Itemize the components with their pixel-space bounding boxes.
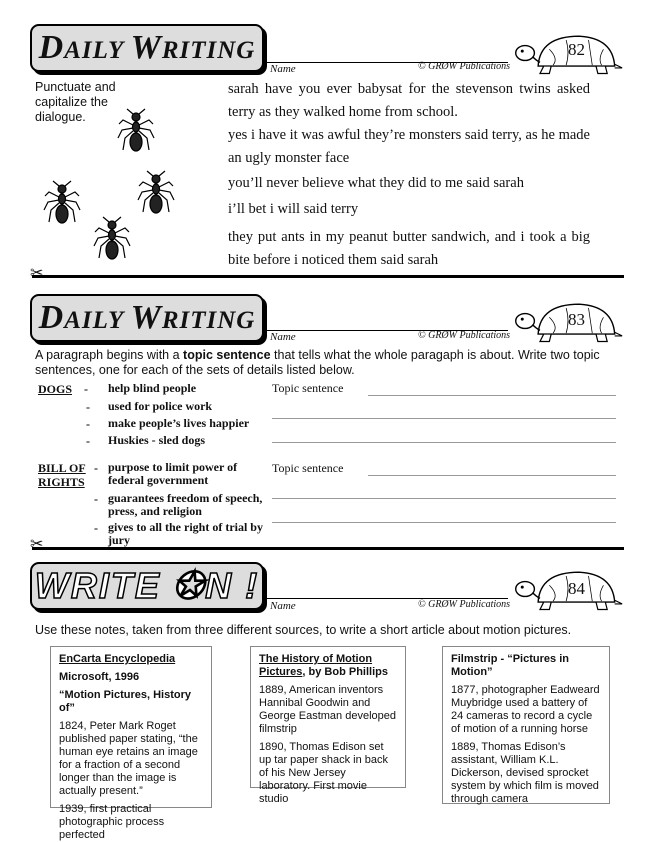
source-title: EnCarta Encyclopedia (59, 653, 176, 665)
instruction-note: Punctuate and capitalize the dialogue. (35, 80, 116, 124)
category-dogs: DOGS (38, 382, 73, 396)
scissors-icon: ✂ (30, 536, 44, 553)
detail-item: guarantees freedom of speech, press, and religion (108, 491, 263, 518)
name-label: Name (270, 331, 296, 343)
scissors-icon: ✂ (30, 265, 44, 282)
name-label: Name (270, 600, 296, 612)
dialogue-paragraph: you’ll never believe what they did to me said sarah (228, 175, 524, 191)
source-box-history-book (250, 646, 406, 805)
ant-icon (136, 170, 176, 216)
dialogue-paragraph: yes i have it was awful they’re monsters said terry, as he made an ugly monster face (228, 127, 590, 166)
detail-item: help blind people (108, 381, 197, 395)
publisher-label: © GRØW Publications (418, 599, 511, 610)
cut-line (32, 547, 624, 550)
publisher-label: © GRØW Publications (418, 61, 511, 72)
worksheet-number: 84 (568, 579, 585, 598)
daily-writing-badge-83 (30, 294, 264, 342)
cut-line (32, 275, 624, 278)
bullet-dash: - (94, 461, 98, 475)
answer-line[interactable] (272, 522, 616, 523)
source-note: 1824, Peter Mark Roget published paper stating, “the human eye retains an image for a fraction of a second longer than the image is actually present.” (59, 720, 198, 797)
source-box-filmstrip (442, 646, 610, 804)
daily-writing-badge-82 (30, 24, 264, 72)
detail-item: used for police work (108, 399, 213, 413)
bullet-dash: - (86, 434, 90, 448)
source-note: 1939, first practical photographic process perfected (59, 803, 165, 841)
worksheet-number: 83 (568, 310, 585, 329)
source-note: 1889, American inventors Hannibal Goodwin and George Eastman developed filmstrip (259, 684, 396, 735)
detail-item: gives to all the right of trial by jury (108, 520, 263, 547)
bullet-dash: - (86, 417, 90, 431)
dialogue-paragraph: i’ll bet i will said terry (228, 201, 359, 217)
source-publisher: Microsoft, 1996 (59, 671, 140, 683)
bullet-dash: - (94, 492, 98, 506)
publisher-label: © GRØW Publications (418, 330, 511, 341)
badge-title: WRITE ✪N ! (34, 565, 260, 606)
source-note: 1890, Thomas Edison set up tar paper shack in back of his New Jersey laboratory. First movie studio (259, 741, 389, 805)
answer-line[interactable] (368, 475, 616, 476)
ant-icon (92, 216, 132, 262)
answer-line[interactable] (272, 498, 616, 499)
section-instructions: Use these notes, taken from three different sources, to write a short article about motion pictures. (35, 623, 572, 637)
badge-title: DAILY WRITING (38, 29, 256, 66)
source-note: 1889, Thomas Edison’s assistant, William K.L. Dickerson, devised sprocket system by which film is moved through camera (451, 741, 599, 805)
source-box-encarta (50, 646, 212, 841)
badge-title: DAILY WRITING (38, 299, 256, 336)
answer-line[interactable] (272, 418, 616, 419)
topic-sentence-label: Topic sentence (272, 461, 344, 475)
source-article: “Motion Pictures, History of” (59, 689, 192, 714)
answer-line[interactable] (368, 395, 616, 396)
category-bill-of-rights: BILL OF RIGHTS (38, 461, 86, 489)
detail-item: Huskies - sled dogs (108, 433, 206, 447)
ant-icon (116, 108, 156, 154)
source-title: The History of Motion Pictures, by Bob Phillips (259, 653, 388, 678)
bullet-dash: - (94, 521, 98, 535)
bullet-dash: - (86, 400, 90, 414)
dialogue-paragraph: sarah have you ever babysat for the stevenson twins asked terry as they walked home from school. (228, 81, 590, 120)
write-on-badge (30, 562, 264, 610)
dialogue-paragraph: they put ants in my peanut butter sandwich, and i took a big bite before i noticed them said sarah (228, 229, 590, 268)
bullet-dash: - (84, 382, 88, 396)
worksheet-number: 82 (568, 40, 585, 59)
name-label: Name (270, 63, 296, 75)
source-note: 1877, photographer Eadweard Muybridge used a battery of 24 cameras to record a cycle of motion of a running horse (451, 684, 600, 735)
detail-item: make people’s lives happier (108, 416, 250, 430)
section-instructions: A paragraph begins with a topic sentence that tells what the whole paragaph is about. Write two topic sentences, one for each of the sets of details listed below. (35, 348, 600, 377)
topic-sentence-label: Topic sentence (272, 381, 344, 395)
answer-line[interactable] (272, 442, 616, 443)
ant-icon (42, 180, 82, 226)
detail-item: purpose to limit power of federal government (108, 460, 238, 487)
source-title: Filmstrip - “Pictures in Motion” (451, 653, 569, 678)
